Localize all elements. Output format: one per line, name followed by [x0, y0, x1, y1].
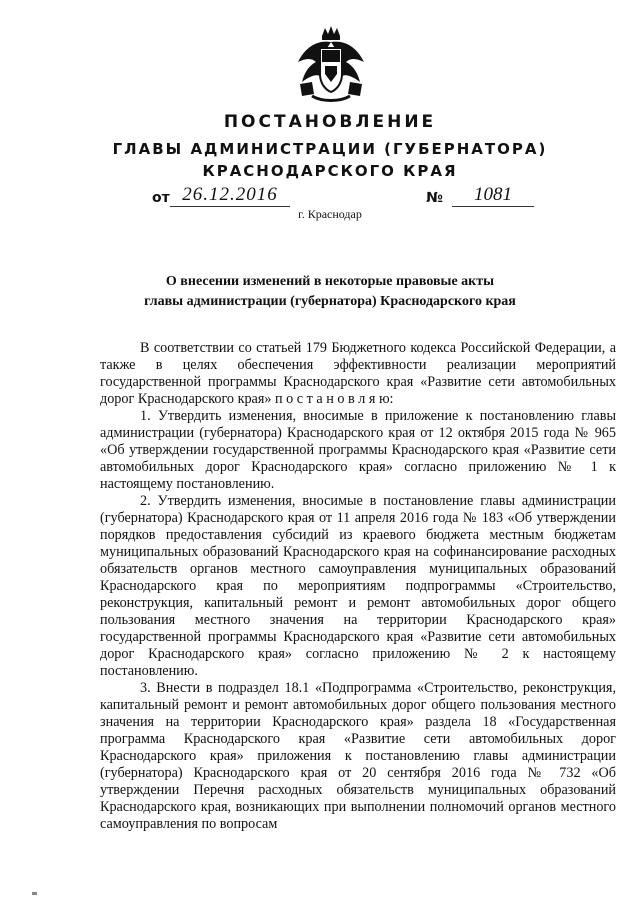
scan-artifact [32, 892, 37, 895]
city-name: г. Краснодар [298, 207, 362, 221]
document-body [100, 340, 616, 833]
body-paragraph-item-1: 1. Утвердить изменения, вносимые в приложение к постановлению главы администрации (губернатора) Краснодарского края от 12 октября 2015 года № 965 «Об утверждении государственной программы Краснодарского края «Развитие сети автомобильных дорог Краснодарского края» согласно приложению № 1 к настоящему постановлению. [100, 408, 616, 492]
date-label: от [152, 190, 170, 206]
document-title: ПОСТАНОВЛЕНИЕ [223, 112, 437, 132]
document-subject [100, 272, 560, 312]
document-subtitle-line2: КРАСНОДАРСКОГО КРАЯ [202, 162, 458, 180]
body-paragraph-item-2: 2. Утвердить изменения, вносимые в постановление главы администрации (губернатора) Краснодарского края от 11 апреля 2016 года № 183 «Об утверждении порядков предоставления субсидий из краевого бюджета местным бюджетам муниципальных образований Краснодарского края на софинансирование расходных обязательств органов местного самоуправления муниципальных образований Краснодарского края по мероприятиям подпрограммы «Строительство, реконструкция, капитальный ремонт и ремонт автомобильных дорог общего пользования местного значения на территории Краснодарского края» государственной программы Краснодарского края «Развитие сети автомобильных дорог Краснодарского края» согласно приложению № 2 к настоящему постановлению. [100, 493, 616, 679]
document-subtitle-line1: ГЛАВЫ АДМИНИСТРАЦИИ (ГУБЕРНАТОРА) [112, 140, 548, 158]
body-paragraph-item-3: 3. Внести в подраздел 18.1 «Подпрограмма «Строительство, реконструкция, капитальный ремонт и ремонт автомобильных дорог общего пользования местного значения на территории Краснодарского края» раздела 18 «Государственная программа Краснодарского края «Развитие сети автомобильных дорог Краснодарского края» приложения к постановлению главы администрации (губернатора) Краснодарского края от 20 сентября 2016 года № 732 «Об утверждении Перечня расходных обязательств муниципальных образований Краснодарского края, возникающих при выполнении полномочий органов местного самоуправления по вопросам [100, 680, 616, 832]
subject-line2: главы администрации (губернатора) Краснодарского края [144, 294, 516, 309]
subject-line1: О внесении изменений в некоторые правовые акты [165, 274, 495, 289]
body-paragraph-intro: В соответствии со статьей 179 Бюджетного кодекса Российской Федерации, а также в целях обеспечения эффективности реализации мероприятий государственной программы Краснодарского края «Развитие сети автомобильных дорог Краснодарского края» п о с т а н о в л я ю: [100, 340, 616, 407]
date-value: 26.12.2016 [170, 184, 290, 207]
number-label: № [426, 190, 443, 206]
coat-of-arms-icon [292, 22, 370, 102]
number-value: 1081 [452, 184, 534, 207]
